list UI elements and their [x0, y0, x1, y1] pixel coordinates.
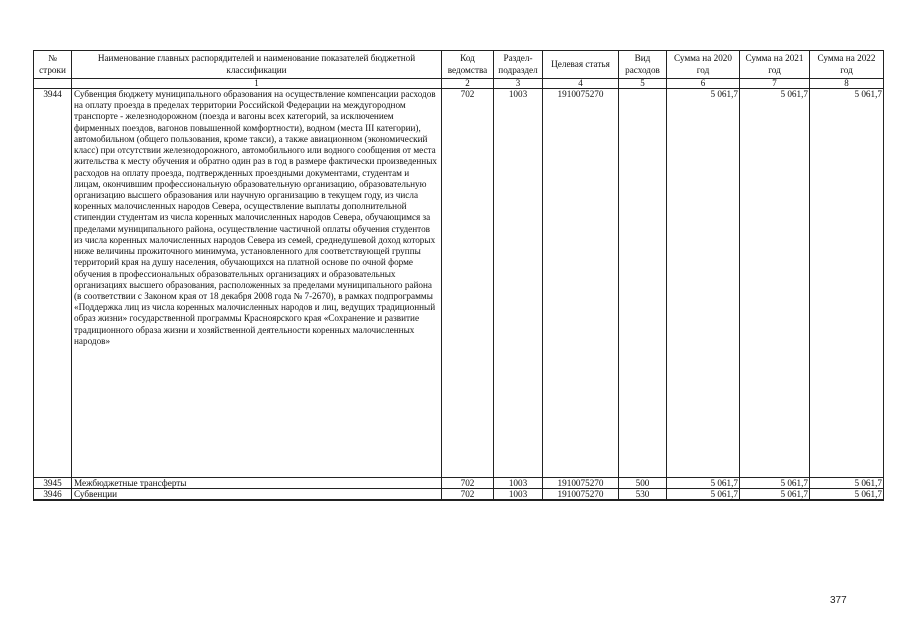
row-sum-2020: 5 061,7	[667, 478, 740, 489]
row-sum-2022: 5 061,7	[810, 89, 884, 478]
row-sum-2022: 5 061,7	[810, 478, 884, 489]
row-target: 1910075270	[543, 489, 619, 501]
budget-table-container	[33, 50, 883, 501]
header-sum-2022: Сумма на 2022 год	[810, 51, 884, 79]
row-dept-code: 702	[442, 89, 494, 478]
header-sum-2021: Сумма на 2021 год	[740, 51, 810, 79]
row-section: 1003	[494, 478, 543, 489]
row-name: Субвенция бюджету муниципального образования на осуществление компенсации расходов на оплату проезда в пределах территории Российской Федерации на междугородном транспорте - железнодорожном (поезда и вагоны всех категорий, за исключением фирменных поездов, вагонов повышенной комфортности), водном (места III категории), автомобильном (общего пользования, кроме такси), а также авиационном (экономический класс) при отсутствии железнодорожного, автомобильного или водного сообщения от места жительства к месту обучения и обратно один раз в год в размере фактически произведенных расходов на оплату проезда, подтвержденных проездными документами, студентам и лицам, окончившим профессиональную образовательную организацию, образовательную организацию высшего образования или научную организацию в текущем году, из числа коренных малочисленных народов Севера, осуществление выплаты дополнительной стипендии студентам из числа коренных малочисленных народов Севера, обучающимся за пределами муниципального района, осуществление частичной оплаты обучения студентов из числа коренных малочисленных народов Севера из семей, среднедушевой доход которых ниже величины прожиточного минимума, установленного для соответствующей группы территорий края на душу населения, обучающихся на платной основе по очной форме обучения в профессиональных образовательных организациях и образовательных организациях высшего образования, расположенных за пределами муниципального района (в соответствии с Законом края от 18 декабря 2008 года № 7-2670), в рамках подпрограммы «Поддержка лиц из числа коренных малочисленных народов и лиц, ведущих традиционный образ жизни» государственной программы Красноярского края «Сохранение и развитие традиционного образа жизни и хозяйственной деятельности коренных малочисленных народов»	[72, 89, 442, 478]
row-number: 3944	[34, 89, 72, 478]
table-row	[34, 89, 884, 478]
header-expense-type: Вид расходов	[619, 51, 667, 79]
row-sum-2020: 5 061,7	[667, 489, 740, 501]
column-index: 4	[543, 79, 619, 89]
row-sum-2021: 5 061,7	[740, 489, 810, 501]
column-index: 2	[442, 79, 494, 89]
column-index: 7	[740, 79, 810, 89]
header-row-no: № строки	[34, 51, 72, 79]
page-number: 377	[830, 595, 847, 606]
row-number: 3945	[34, 478, 72, 489]
row-target: 1910075270	[543, 478, 619, 489]
column-index-row	[34, 79, 884, 89]
header-sum-2020: Сумма на 2020 год	[667, 51, 740, 79]
row-expense-type	[619, 89, 667, 478]
header-name: Наименование главных распорядителей и наименование показателей бюджетной классификации	[72, 51, 442, 79]
table-row	[34, 478, 884, 489]
row-target: 1910075270	[543, 89, 619, 478]
row-dept-code: 702	[442, 489, 494, 501]
row-section: 1003	[494, 89, 543, 478]
table-row	[34, 489, 884, 501]
column-index: 1	[72, 79, 442, 89]
row-name: Межбюджетные трансферты	[72, 478, 442, 489]
column-index: 8	[810, 79, 884, 89]
row-sum-2020: 5 061,7	[667, 89, 740, 478]
header-target: Целевая статья	[543, 51, 619, 79]
header-section: Раздел-подраздел	[494, 51, 543, 79]
column-index: 5	[619, 79, 667, 89]
column-index	[34, 79, 72, 89]
column-index: 6	[667, 79, 740, 89]
row-number: 3946	[34, 489, 72, 501]
row-expense-type: 530	[619, 489, 667, 501]
budget-table	[33, 50, 884, 501]
header-row	[34, 51, 884, 79]
row-sum-2022: 5 061,7	[810, 489, 884, 501]
row-dept-code: 702	[442, 478, 494, 489]
column-index: 3	[494, 79, 543, 89]
row-sum-2021: 5 061,7	[740, 89, 810, 478]
row-expense-type: 500	[619, 478, 667, 489]
row-section: 1003	[494, 489, 543, 501]
row-name: Субвенции	[72, 489, 442, 501]
row-sum-2021: 5 061,7	[740, 478, 810, 489]
header-dept-code: Код ведомства	[442, 51, 494, 79]
